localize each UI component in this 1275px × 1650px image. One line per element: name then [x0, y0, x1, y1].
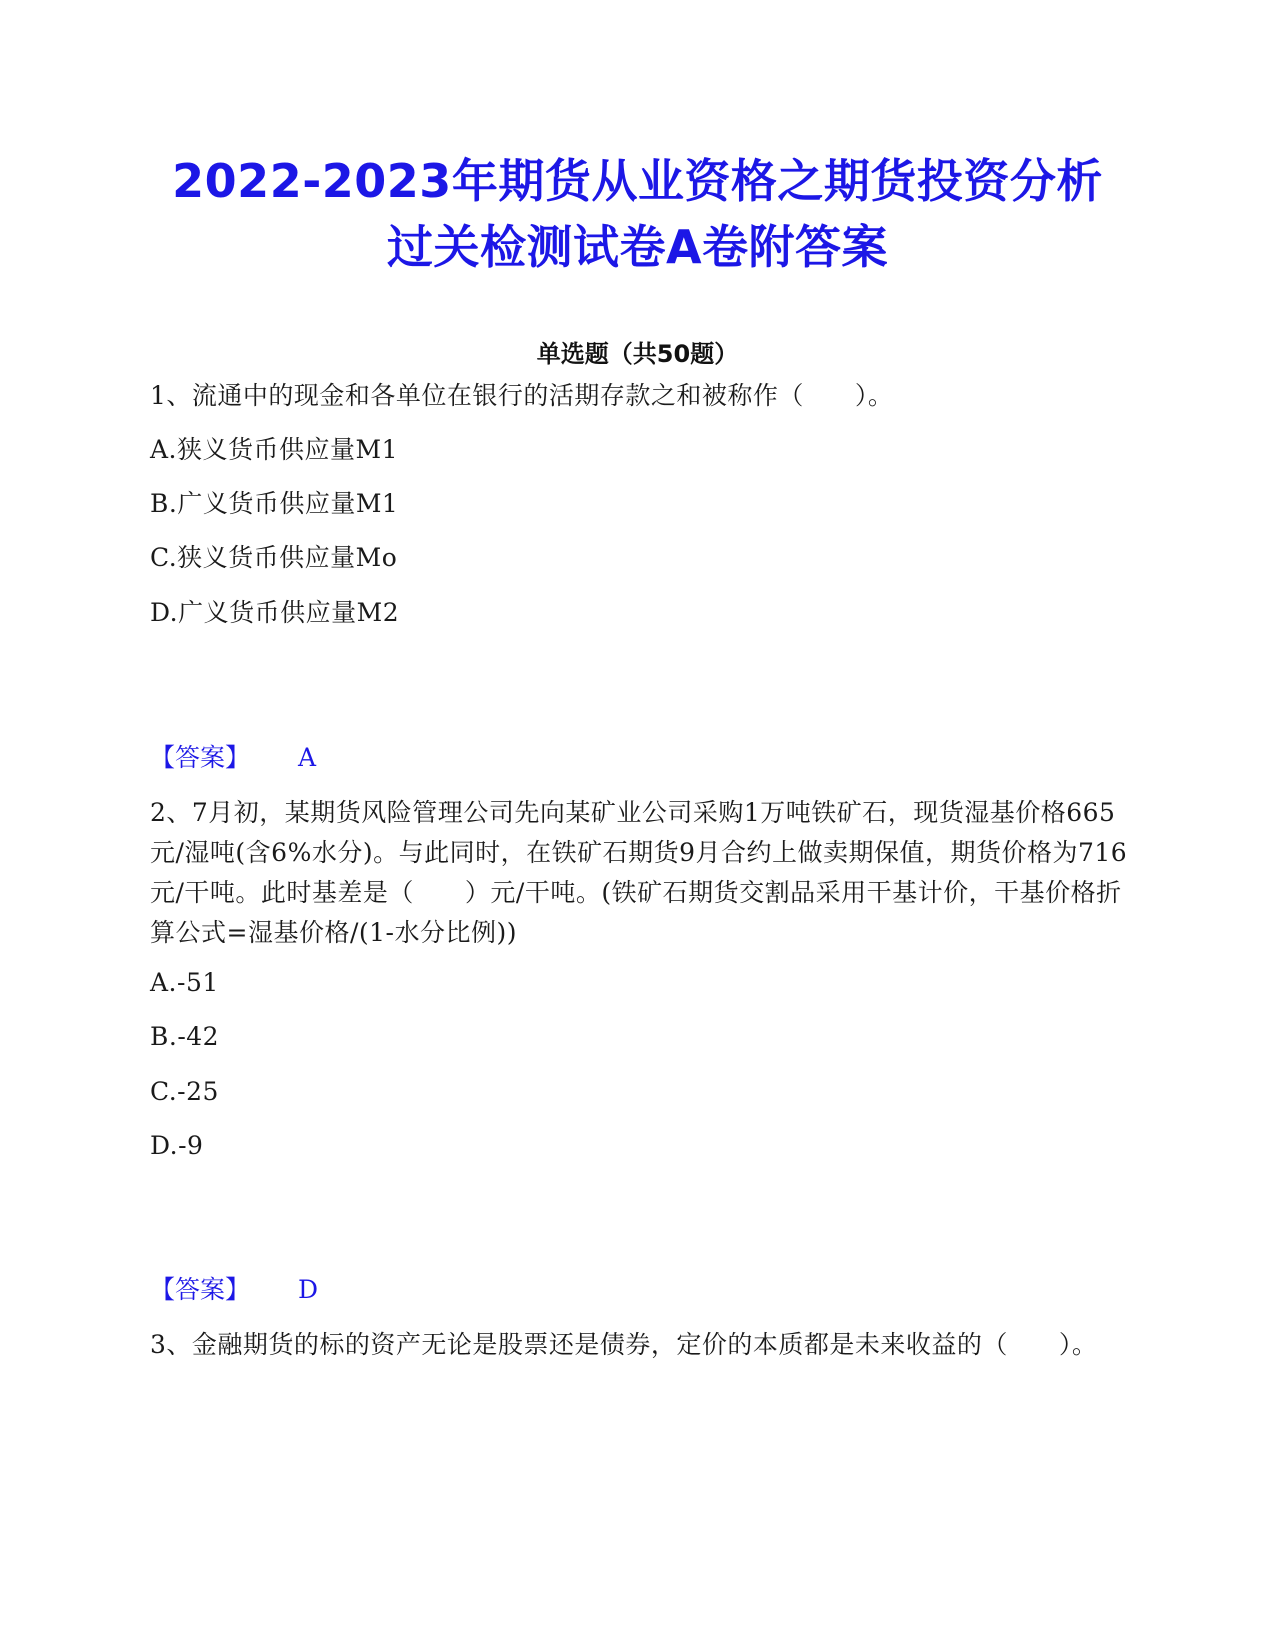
question-stem-2: 2、7月初，某期货风险管理公司先向某矿业公司采购1万吨铁矿石，现货湿基价格665元/湿吨(含6%水分)。与此同时，在铁矿石期货9月合约上做卖期保值，期货价格为716元/干吨。此时基差是（ ）元/干吨。(铁矿石期货交割品采用干基计价，干基价格折算公式=湿基价格/(1-水分比例)): [150, 798, 1128, 947]
answer-value: D: [298, 1275, 319, 1304]
question-2-option-b: B.-42: [150, 1022, 220, 1051]
document-title: [100, 148, 1175, 280]
question-2-option-d: D.-9: [150, 1131, 204, 1160]
question-1-option-a: A.狭义货币供应量M1: [150, 435, 399, 464]
question-2-option-a: A.-51: [150, 968, 219, 997]
answer-value: A: [298, 743, 317, 772]
question-1-option-b: B.广义货币供应量M1: [150, 489, 399, 518]
question-2-option-c: C.-25: [150, 1077, 219, 1106]
section-heading: 单选题（共50题）: [536, 340, 739, 368]
answer-label: 【答案】: [150, 743, 251, 772]
answer-label: 【答案】: [150, 1275, 251, 1304]
question-stem-3: 3、金融期货的标的资产无论是股票还是债券，定价的本质都是未来收益的（ ）。: [150, 1330, 1098, 1359]
question-1-answer: [150, 740, 316, 776]
title-line-2: 过关检测试卷A卷附答案: [386, 220, 889, 274]
question-1-option-c: C.狭义货币供应量Mo: [150, 543, 398, 572]
question-1-option-d: D.广义货币供应量M2: [150, 598, 400, 627]
question-stem-1: 1、流通中的现金和各单位在银行的活期存款之和被称作（ ）。: [150, 381, 894, 410]
question-2-answer: [150, 1272, 318, 1308]
title-line-1: 2022-2023年期货从业资格之期货投资分析: [172, 154, 1103, 208]
